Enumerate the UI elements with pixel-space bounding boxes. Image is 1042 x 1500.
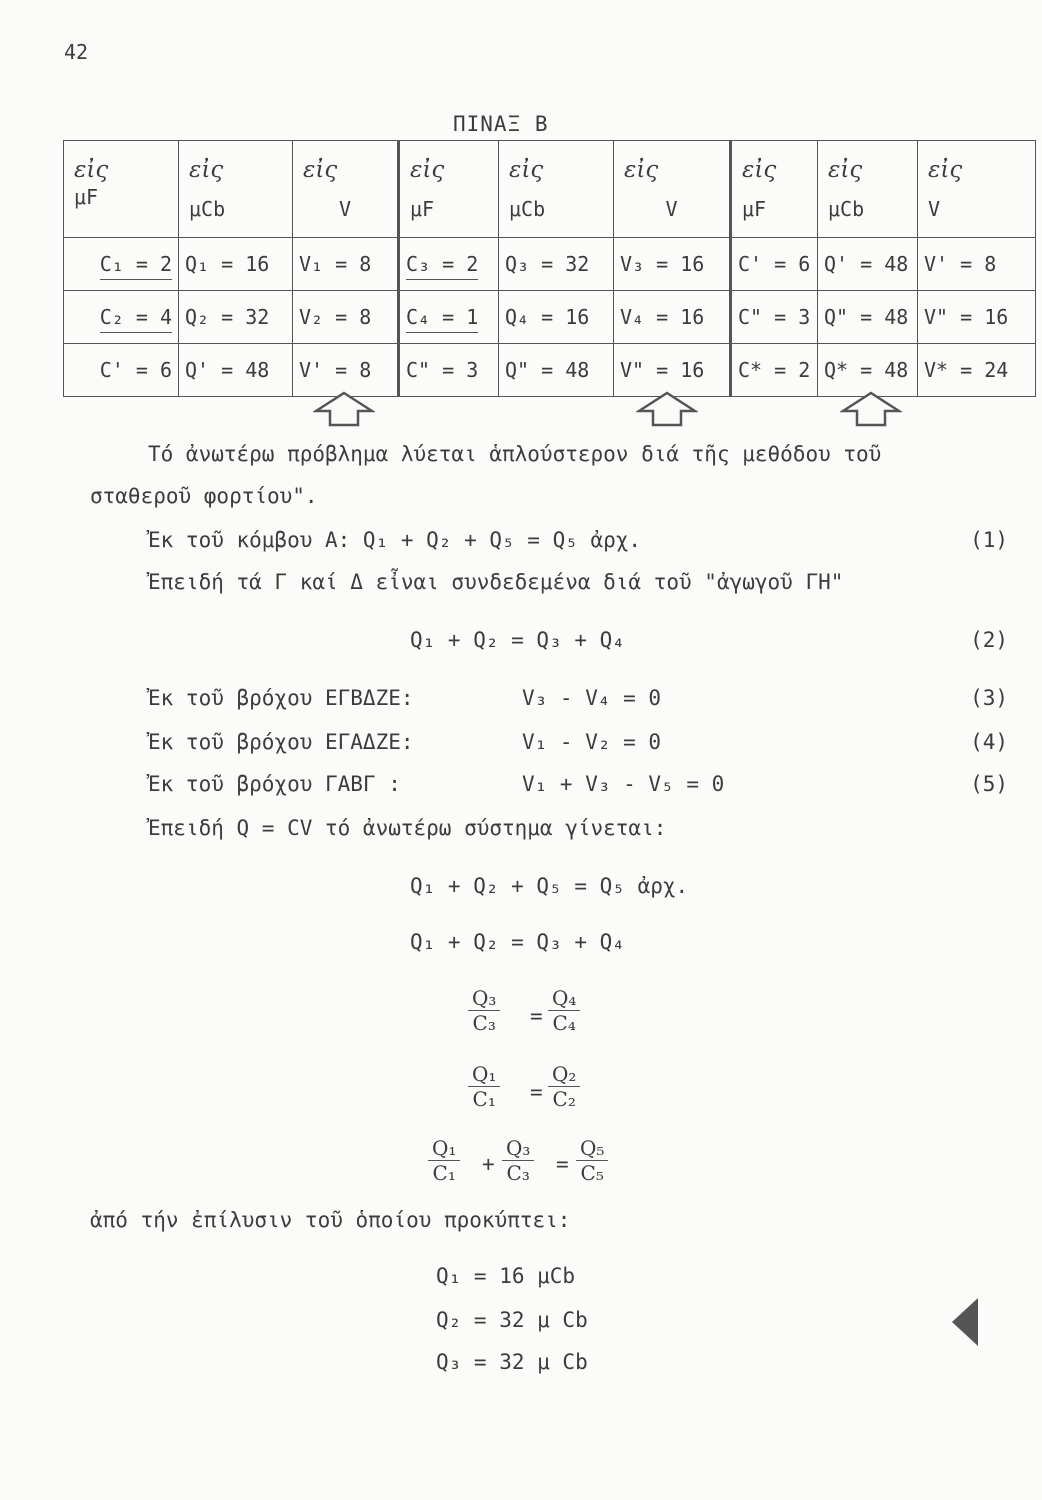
- table-cell: Q* = 48: [818, 344, 918, 397]
- paragraph-line: ἀπό τήν ἐπίλυσιν τοῦ ὁποίου προκύπτει:: [90, 1208, 571, 1232]
- fraction: $\frac{\text{Q₃}}{\text{C₃}}$: [502, 1136, 534, 1185]
- plus-sign: +: [482, 1152, 495, 1176]
- table-cell: Q' = 48: [818, 238, 918, 291]
- equation: V₃ - V₄ = 0: [522, 686, 662, 710]
- paragraph-line: Ἐπειδή τά Γ καί Δ εἶναι συνδεδεμένα διά τοῦ "ἀγωγοῦ ΓΗ": [148, 570, 844, 594]
- equation: V₁ - V₂ = 0: [522, 730, 662, 754]
- table-cell: C" = 3: [399, 344, 499, 397]
- node-equation: Ἐκ τοῦ κόμβου Α: Q₁ + Q₂ + Q₅ = Q₅ ἀρχ.: [148, 528, 642, 552]
- left-triangle-icon: [952, 1298, 978, 1346]
- table-cell: V' = 8: [293, 344, 399, 397]
- table-header-row: [64, 141, 1036, 238]
- table-title: ΠΙΝΑΞ Β: [453, 112, 549, 136]
- table-cell: C' = 6: [731, 238, 818, 291]
- paragraph-line: σταθεροῦ φορτίου".: [90, 484, 318, 508]
- paragraph-line: Ἐπειδή Q = CV τό ἀνωτέρω σύστημα γίνεται:: [148, 816, 667, 840]
- loop-label: Ἐκ τοῦ βρόχου ΕΓΒΔΖΕ:: [148, 686, 414, 710]
- table-cell: V₃ = 16: [614, 238, 731, 291]
- fraction: $\frac{\text{Q₃}}{\text{C₃}}$: [468, 986, 500, 1035]
- table-cell: Q₄ = 16: [499, 291, 614, 344]
- fraction: $\frac{\text{Q₄}}{\text{C₄}}$: [548, 986, 580, 1035]
- header-cell: εἰς V: [293, 141, 399, 238]
- table-cell: C* = 2: [731, 344, 818, 397]
- page-number: 42: [64, 40, 89, 64]
- paragraph-line: Τό ἀνωτέρω πρόβλημα λύεται ἁπλούστερον διά τῆς μεθόδου τοῦ: [148, 442, 882, 466]
- table-cell: V₄ = 16: [614, 291, 731, 344]
- equation: Q₁ + Q₂ = Q₃ + Q₄: [410, 628, 625, 652]
- table-cell: V₂ = 8: [293, 291, 399, 344]
- table-cell: V* = 24: [918, 344, 1036, 397]
- header-cell: εἰς μF: [731, 141, 818, 238]
- fraction: $\frac{\text{Q₁}}{\text{C₁}}$: [468, 1062, 500, 1111]
- up-arrow-icon: [313, 390, 375, 428]
- header-cell: εἰς V: [614, 141, 731, 238]
- equals-sign: =: [530, 1004, 543, 1028]
- header-cell: εἰς μCb: [818, 141, 918, 238]
- equation-number: (4): [970, 730, 1008, 754]
- table-cell: C' = 6: [64, 344, 179, 397]
- equation-number: (2): [970, 628, 1008, 652]
- up-arrow-icon: [840, 390, 902, 428]
- table-cell: C₃ = 2: [399, 238, 499, 291]
- table-cell: Q' = 48: [179, 344, 293, 397]
- table-cell: Q₃ = 32: [499, 238, 614, 291]
- equation: Q₁ + Q₂ = Q₃ + Q₄: [410, 930, 625, 954]
- header-cell: εἰς μF: [399, 141, 499, 238]
- table-cell: V" = 16: [614, 344, 731, 397]
- table-cell: C₁ = 2: [64, 238, 179, 291]
- header-cell: εἰς V: [918, 141, 1036, 238]
- table-cell: C₄ = 1: [399, 291, 499, 344]
- equals-sign: =: [556, 1152, 569, 1176]
- equals-sign: =: [530, 1080, 543, 1104]
- result-line: Q₁ = 16 μCb: [436, 1264, 576, 1288]
- equation-number: (1): [970, 528, 1008, 552]
- loop-label: Ἐκ τοῦ βρόχου ΕΓΑΔΖΕ:: [148, 730, 414, 754]
- table-cell: C₂ = 4: [64, 291, 179, 344]
- table-cell: V' = 8: [918, 238, 1036, 291]
- fraction: $\frac{\text{Q₁}}{\text{C₁}}$: [428, 1136, 460, 1185]
- table-cell: Q" = 48: [499, 344, 614, 397]
- table-row: [64, 344, 1036, 397]
- table-row: [64, 238, 1036, 291]
- fraction: $\frac{\text{Q₅}}{\text{C₅}}$: [576, 1136, 608, 1185]
- loop-label: Ἐκ τοῦ βρόχου ΓΑΒΓ :: [148, 772, 401, 796]
- result-line: Q₃ = 32 μ Cb: [436, 1350, 588, 1374]
- header-cell: εἰς μCb: [499, 141, 614, 238]
- equation: Q₁ + Q₂ + Q₅ = Q₅ ἀρχ.: [410, 874, 689, 898]
- equation: V₁ + V₃ - V₅ = 0: [522, 772, 725, 796]
- fraction: $\frac{\text{Q₂}}{\text{C₂}}$: [548, 1062, 580, 1111]
- data-table: [63, 140, 1036, 397]
- up-arrow-icon: [636, 390, 698, 428]
- table-cell: Q₁ = 16: [179, 238, 293, 291]
- equation-number: (3): [970, 686, 1008, 710]
- equation-number: (5): [970, 772, 1008, 796]
- table-cell: V₁ = 8: [293, 238, 399, 291]
- result-line: Q₂ = 32 μ Cb: [436, 1308, 588, 1332]
- table-row: [64, 291, 1036, 344]
- table-cell: Q" = 48: [818, 291, 918, 344]
- table-cell: C" = 3: [731, 291, 818, 344]
- table-cell: Q₂ = 32: [179, 291, 293, 344]
- header-cell: εἰς μF: [64, 141, 179, 238]
- header-cell: εἰς μCb: [179, 141, 293, 238]
- table-cell: V" = 16: [918, 291, 1036, 344]
